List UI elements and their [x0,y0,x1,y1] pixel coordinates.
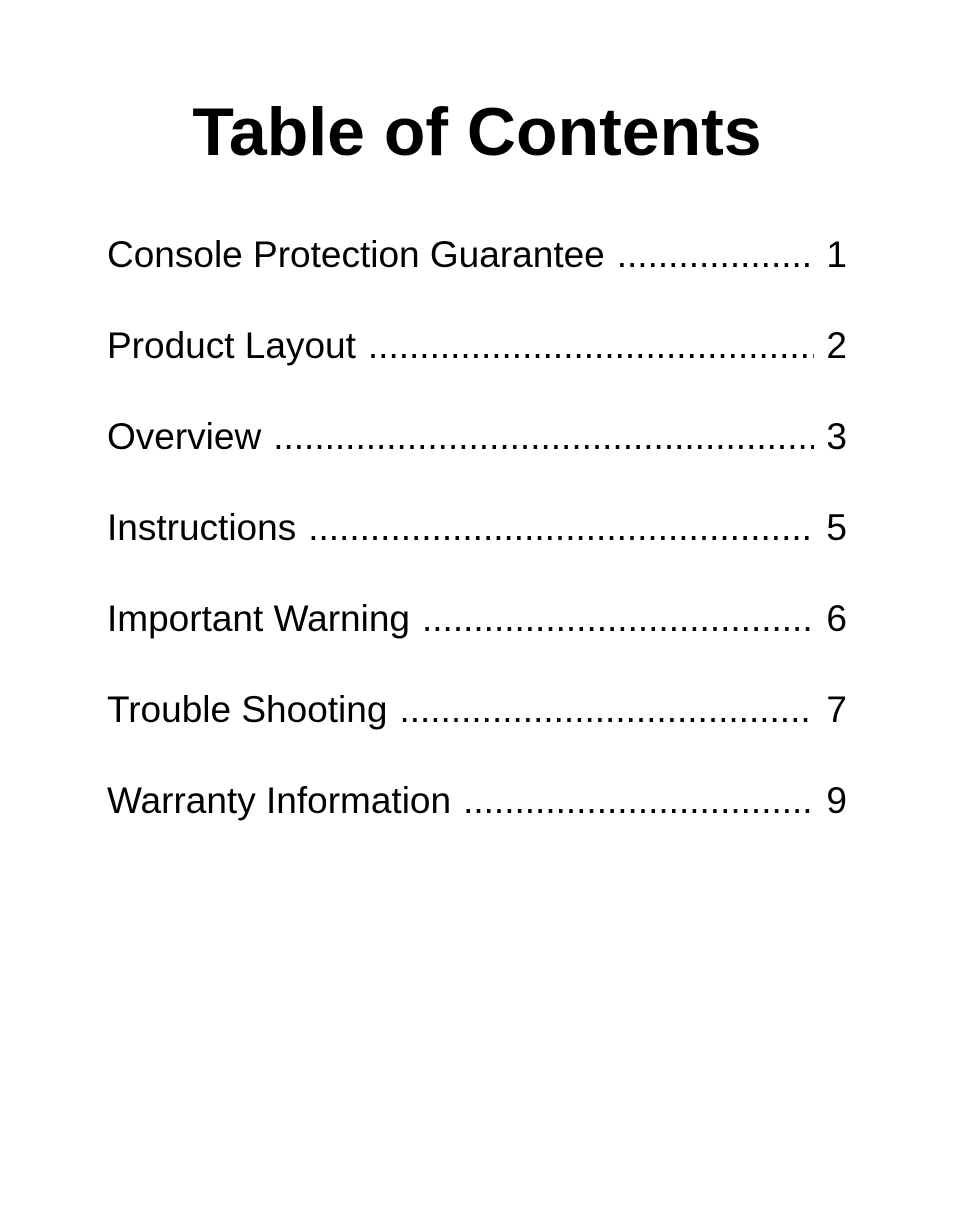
toc-entry-console-protection-guarantee [107,232,847,323]
dot-leader [308,505,814,551]
toc-entry-important-warning [107,596,847,687]
toc-entry-page-number: 7 [826,689,847,730]
toc-entry-page-number: 9 [826,780,847,821]
dot-leader [422,596,814,642]
toc-entry-label: Console Protection Guarantee [107,234,605,275]
toc-entry-page-number: 1 [826,234,847,275]
toc-entry-page-number: 3 [826,416,847,457]
toc-entry-overview [107,414,847,505]
toc-entry-page-number: 2 [826,325,847,366]
toc-entry-label: Instructions [107,507,297,548]
toc-entry-page-number: 6 [826,598,847,639]
toc-entry-warranty-information [107,778,847,869]
toc-entry-instructions [107,505,847,596]
toc-entry-label: Trouble Shooting [107,689,388,730]
toc-entry-label: Product Layout [107,325,356,366]
table-of-contents [107,232,847,869]
page-title: Table of Contents [192,94,762,170]
toc-entry-product-layout [107,323,847,414]
dot-leader [273,414,814,460]
toc-entry-label: Overview [107,416,262,457]
toc-entry-label: Warranty Information [107,780,452,821]
toc-entry-trouble-shooting [107,687,847,778]
dot-leader [399,687,814,733]
dot-leader [463,778,814,824]
dot-leader [617,232,815,278]
toc-entry-label: Important Warning [107,598,410,639]
dot-leader [368,323,815,369]
toc-entry-page-number: 5 [826,507,847,548]
